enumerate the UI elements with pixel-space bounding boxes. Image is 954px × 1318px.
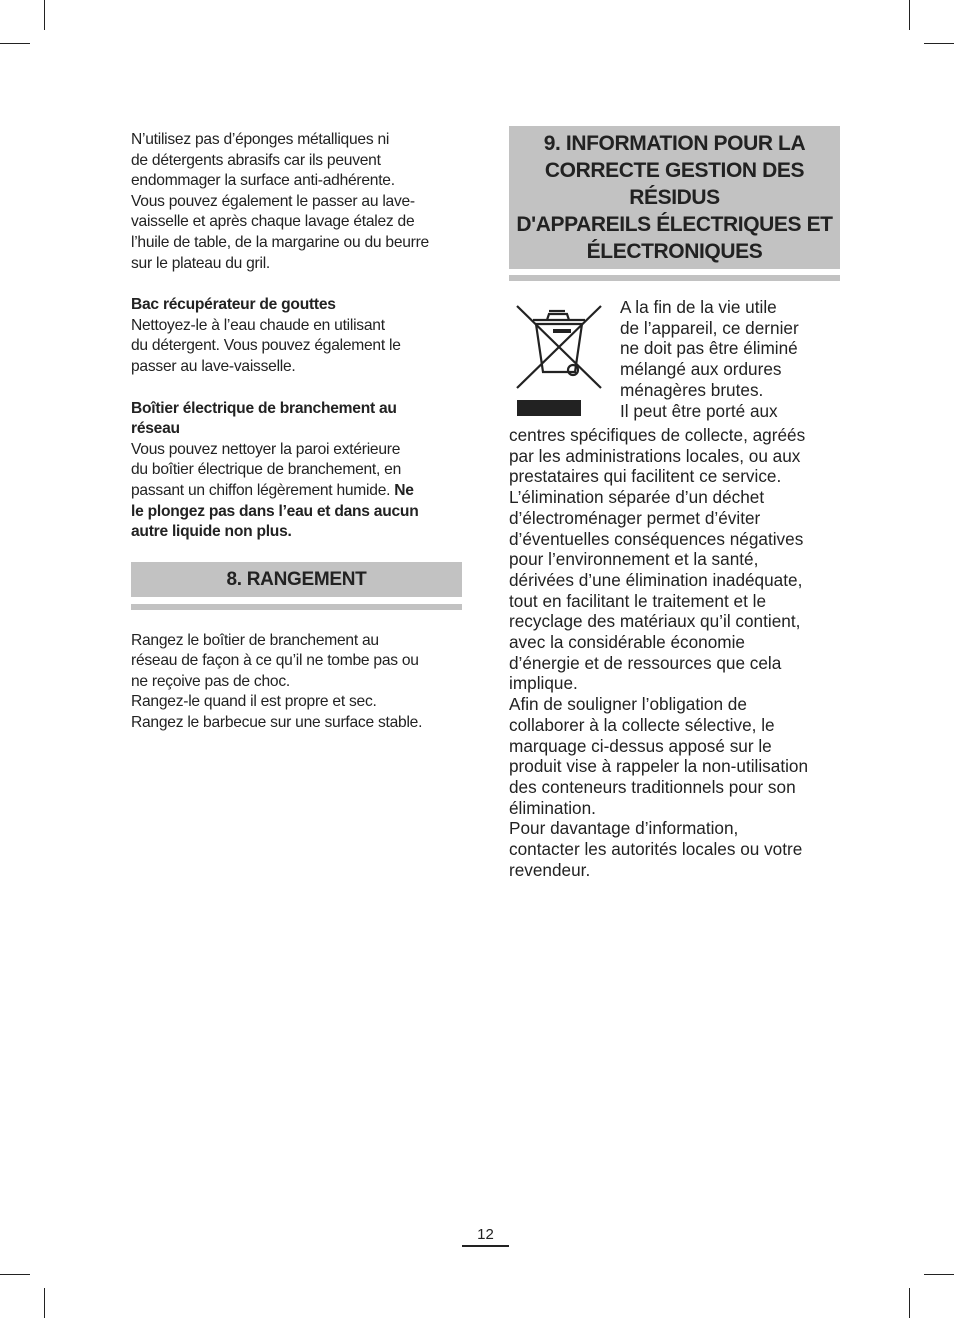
text-line: revendeur.	[509, 859, 591, 880]
connection-box-heading: réseau	[131, 420, 180, 438]
text-line: ne doit pas être éliminé	[620, 338, 798, 359]
storage-paragraph	[131, 631, 462, 734]
text-line: par les administrations locales, ou aux	[509, 445, 801, 466]
text-line: Rangez le barbecue sur une surface stable.	[131, 714, 423, 732]
drip-tray-heading: Bac récupérateur de gouttes	[131, 296, 336, 314]
text-line: d’énergie et de ressources que cela	[509, 652, 782, 673]
text-line: prestataires qui facilitent ce service.	[509, 466, 782, 487]
text-line: endommager la surface anti-adhérente.	[131, 172, 395, 190]
right-column	[509, 126, 840, 880]
text-line: contacter les autorités locales ou votre	[509, 839, 803, 860]
text-line	[131, 481, 462, 502]
warning-text: Ne	[394, 481, 414, 499]
text-line: ne reçoive pas de choc.	[131, 672, 290, 690]
crop-mark-br-h	[924, 1274, 954, 1275]
text-line: Il peut être porté aux	[620, 400, 778, 421]
crop-mark-bl-v	[44, 1288, 45, 1318]
text-line: Rangez le boîtier de branchement au	[131, 631, 379, 649]
crossed-out-wheelie-bin-icon	[509, 301, 609, 421]
text-line: Afin de souligner l’obligation de	[509, 694, 747, 715]
title-line: ÉLECTRONIQUES	[586, 240, 763, 263]
text-line: recyclage des matériaux qu’il contient,	[509, 611, 801, 632]
text-line: de l’appareil, ce dernier	[620, 317, 799, 338]
text-line: de détergents abrasifs car ils peuvent	[131, 151, 381, 169]
warning-text: le plongez pas dans l’eau et dans aucun	[131, 502, 419, 520]
crop-mark-bl-h	[0, 1274, 30, 1275]
title-line: 9. INFORMATION POUR LA	[543, 132, 806, 155]
text-line: d’électroménager permet d’éviter	[509, 507, 761, 528]
text-line: mélangé aux ordures	[620, 359, 782, 380]
intro-paragraph	[131, 130, 462, 274]
text-line: A la fin de la vie utile	[620, 297, 777, 317]
text-line: marquage ci-dessus apposé sur le	[509, 735, 772, 756]
title-line: D'APPAREILS ÉLECTRIQUES ET	[516, 213, 833, 236]
text-line: L’élimination séparée d’un déchet	[509, 487, 765, 508]
crop-mark-tl-v	[44, 0, 45, 30]
text-line: implique.	[509, 673, 578, 694]
text-line: Vous pouvez nettoyer la paroi extérieure	[131, 440, 401, 458]
text-line: ménagères brutes.	[620, 379, 764, 400]
crop-mark-tl-h	[0, 43, 30, 44]
page-number: 12	[462, 1226, 509, 1247]
text-line: d’éventuelles conséquences négatives	[509, 528, 804, 549]
warning-text: autre liquide non plus.	[131, 523, 292, 541]
crop-mark-tr-v	[909, 0, 910, 30]
text-line: du boîtier électrique de branchement, en	[131, 461, 402, 479]
text-line: l’huile de table, de la margarine ou du beurre	[131, 233, 429, 251]
text-line: élimination.	[509, 797, 596, 818]
text-line: Pour davantage d’information,	[509, 818, 739, 839]
text-run: passant un chiffon légèrement humide.	[131, 481, 391, 499]
storage-section-title: 8. RANGEMENT	[131, 562, 462, 597]
text-line: Nettoyez-le à l’eau chaude en utilisant	[131, 316, 385, 334]
weee-section-title	[509, 126, 840, 269]
text-line: avec la considérable économie	[509, 632, 745, 653]
text-line: du détergent. Vous pouvez également le	[131, 337, 401, 355]
crop-mark-br-v	[909, 1288, 910, 1318]
text-line: passer au lave-vaisselle.	[131, 357, 296, 375]
text-line: dérivées d’une élimination inadéquate,	[509, 569, 803, 590]
crop-mark-tr-h	[924, 43, 954, 44]
text-line: tout en facilitant le traitement et le	[509, 590, 766, 611]
text-line: centres spécifiques de collecte, agréés	[509, 425, 806, 445]
left-column	[131, 130, 462, 734]
text-line: collaborer à la collecte sélective, le	[509, 714, 775, 735]
connection-box-section	[131, 399, 462, 543]
text-line: N’utilisez pas d’éponges métalliques ni	[131, 131, 390, 148]
text-line: pour l’environnement et la santé,	[509, 549, 759, 570]
text-line: réseau de façon à ce qu’il ne tombe pas ou	[131, 652, 419, 670]
text-line: vaisselle et après chaque lavage étalez de	[131, 213, 415, 231]
drip-tray-section	[131, 295, 462, 377]
connection-box-heading: Boîtier électrique de branchement au	[131, 399, 397, 417]
text-line: des conteneurs traditionnels pour son	[509, 776, 796, 797]
weee-paragraph	[509, 297, 840, 880]
title-line: CORRECTE GESTION DES RÉSIDUS	[544, 159, 805, 209]
text-line: produit vise à rappeler la non-utilisation	[509, 756, 809, 777]
text-line: Vous pouvez également le passer au lave-	[131, 192, 415, 210]
text-line: Rangez-le quand il est propre et sec.	[131, 693, 377, 711]
text-line: sur le plateau du gril.	[131, 254, 271, 272]
